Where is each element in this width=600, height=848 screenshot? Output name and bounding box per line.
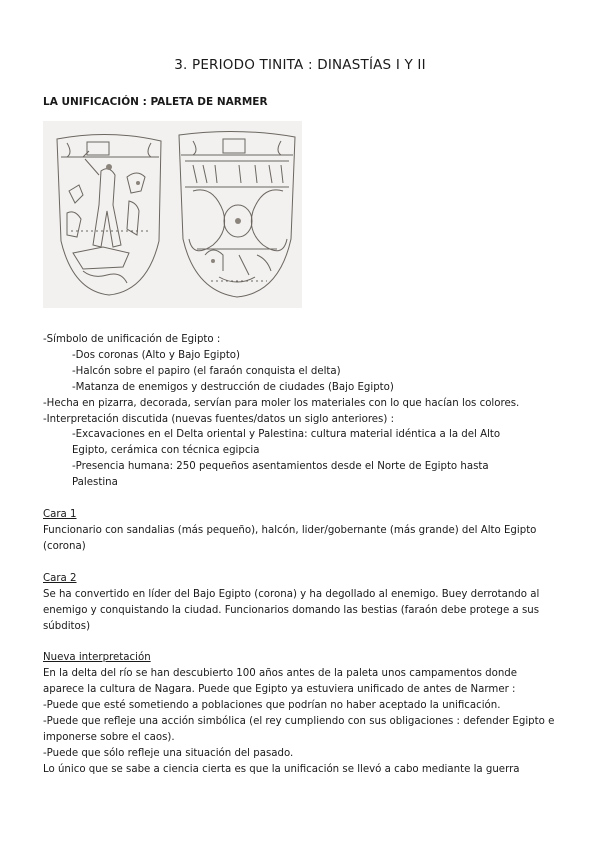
conclusion-line: Lo único que se sabe a ciencia cierta es que la unificación se llevó a cabo mediante la guerra: [43, 763, 520, 775]
list-item: -Puede que esté sometiendo a poblaciones que podrían no haber aceptado la unificación.: [43, 700, 501, 712]
nueva-intro: En la delta del río se han descubierto 100 años antes de la paleta unos campamentos donde aparece la cultura de Nagara. Puede que Egipto ya estuviera unificado de antes de Narmer :: [43, 668, 518, 696]
palette-face-left-outline: [57, 134, 161, 295]
list-item: -Puede que refleje una acción simbólica (el rey cumpliendo con sus obligaciones : defender Egipto e imponerse sobre el caos).: [43, 716, 555, 743]
section-heading: LA UNIFICACIÓN : PALETA DE NARMER: [43, 96, 268, 108]
cara1-text: Funcionario con sandalias (más pequeño), halcón, lider/gobernante (más grande) del Alto Egipto (corona): [43, 524, 537, 552]
list-item: -Dos coronas (Alto y Bajo Egipto): [72, 349, 241, 361]
material-line: -Hecha en pizarra, decorada, servían para moler los materiales con lo que hacían los colores.: [43, 397, 520, 409]
nueva-heading: Nueva interpretación: [43, 652, 151, 664]
list-item: -Puede que sólo refleje una situación del pasado.: [43, 747, 294, 759]
cara1-heading: Cara 1: [43, 509, 77, 521]
list-item: -Halcón sobre el papiro (el faraón conquista el delta): [72, 365, 341, 377]
list-item: -Excavaciones en el Delta oriental y Palestina: cultura material idéntica a la del Alto Egipto, cerámica con técnica egipcia: [72, 429, 501, 457]
cara2-text: Se ha convertido en líder del Bajo Egipto (corona) y ha degollado al enemigo. Buey derrotando al enemigo y conquistando la ciudad. Funcionarios domando las bestias (faraón debe protege a sus súbditos): [43, 588, 540, 632]
symbol-intro: -Símbolo de unificación de Egipto :: [43, 334, 221, 345]
page-title: 3. PERIODO TINITA : DINASTÍAS I Y II: [174, 57, 426, 73]
list-item: -Presencia humana: 250 pequeños asentamientos desde el Norte de Egipto hasta Palestina: [72, 461, 489, 489]
body-text: [43, 332, 558, 778]
narmer-palette-image: [43, 121, 302, 308]
list-item: -Matanza de enemigos y destrucción de ciudades (Bajo Egipto): [72, 381, 394, 393]
palette-face-right-outline: [179, 131, 295, 297]
cara2-heading: Cara 2: [43, 572, 77, 584]
interpretation-line: -Interpretación discutida (nuevas fuentes/datos un siglo anteriores) :: [43, 413, 395, 425]
narmer-palette-drawing: [43, 121, 302, 308]
